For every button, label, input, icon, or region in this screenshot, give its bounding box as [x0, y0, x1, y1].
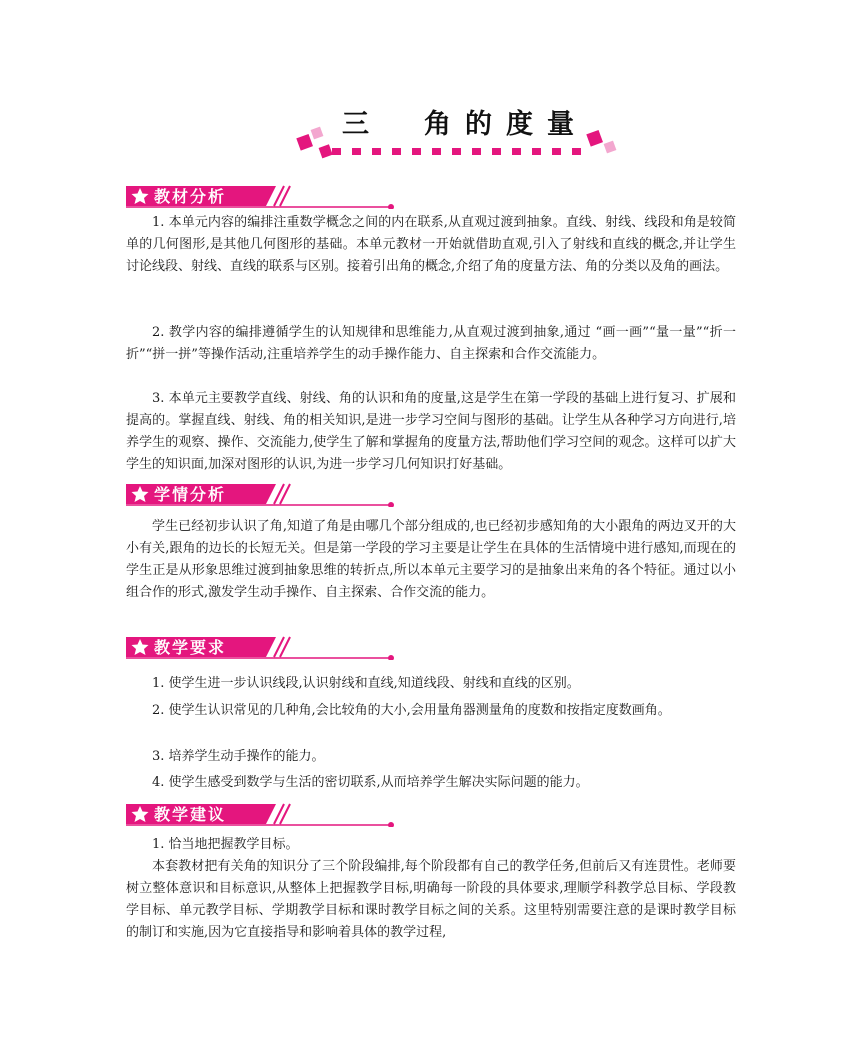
section-heading: 教材分析	[154, 187, 227, 206]
paragraph: 3. 培养学生动手操作的能力。	[152, 749, 325, 764]
section-header-learning-analysis	[126, 481, 396, 507]
paragraph: 1. 使学生进一步认识线段,认识射线和直线,知道线段、射线和直线的区别。	[152, 676, 580, 691]
chapter-title-block	[290, 102, 630, 162]
paragraph: 3. 本单元主要教学直线、射线、角的认识和角的度量,这是学生在第一学段的基础上进行复习、扩展和提高的。掌握直线、射线、角的相关知识,是进一步学习空间与图形的基础。让学生从各种学习方向进行,培养学生的观察、操作、交流能力,使学生了解和掌握角的度量方法,帮助他们学习空间的观念。这样可以扩大学生的知识面,加深对图形的认识,为进一步学习几何知识打好基础。	[126, 391, 736, 472]
paragraph: 本套教材把有关角的知识分了三个阶段编排,每个阶段都有自己的教学任务,但前后又有连贯性。老师要树立整体意识和目标意识,从整体上把握教学目标,明确每一阶段的具体要求,理顺学科教学总目标、学段教学目标、单元教学目标、学期教学目标和课时教学目标之间的关系。这里特别需要注意的是课时教学目标的制订和实施,因为它直接指导和影响着具体的教学过程,	[126, 859, 736, 940]
paragraph: 2. 使学生认识常见的几种角,会比较角的大小,会用量角器测量角的度数和按指定度数画角。	[152, 703, 671, 718]
section-heading: 教学建议	[154, 805, 227, 824]
paragraph: 学生已经初步认识了角,知道了角是由哪几个部分组成的,也已经初步感知角的大小跟角的两边叉开的大小有关,跟角的边长的长短无关。但是第一学段的学习主要是让学生在具体的生活情境中进行感知,而现在的学生正是从形象思维过渡到抽象思维的转折点,所以本单元主要学习的是抽象出来角的各个特征。通过以小组合作的形式,激发学生动手操作、自主探索、合作交流的能力。	[126, 519, 736, 600]
section-header-teaching-requirements	[126, 634, 396, 660]
paragraph: 1. 本单元内容的编排注重数学概念之间的内在联系,从直观过渡到抽象。直线、射线、线段和角是较简单的几何图形,是其他几何图形的基础。本单元教材一开始就借助直观,引入了射线和直线的概念,并让学生讨论线段、射线、直线的联系与区别。接着引出角的概念,介绍了角的度量方法、角的分类以及角的画法。	[126, 215, 736, 274]
section-header-textbook-analysis	[126, 183, 396, 209]
chapter-title: 三 角的度量	[342, 109, 588, 140]
paragraph: 2. 教学内容的编排遵循学生的认知规律和思维能力,从直观过渡到抽象,通过 “画一画”“量一量”“折一折”“拼一拼”等操作活动,注重培养学生的动手操作能力、自主探索和合作交流能力。	[126, 325, 736, 362]
section-heading: 教学要求	[154, 638, 227, 657]
section-heading: 学情分析	[154, 485, 227, 504]
paragraph: 4. 使学生感受到数学与生活的密切联系,从而培养学生解决实际问题的能力。	[152, 775, 589, 790]
paragraph: 1. 恰当地把握教学目标。	[152, 837, 299, 852]
section-header-teaching-suggestions	[126, 801, 396, 827]
